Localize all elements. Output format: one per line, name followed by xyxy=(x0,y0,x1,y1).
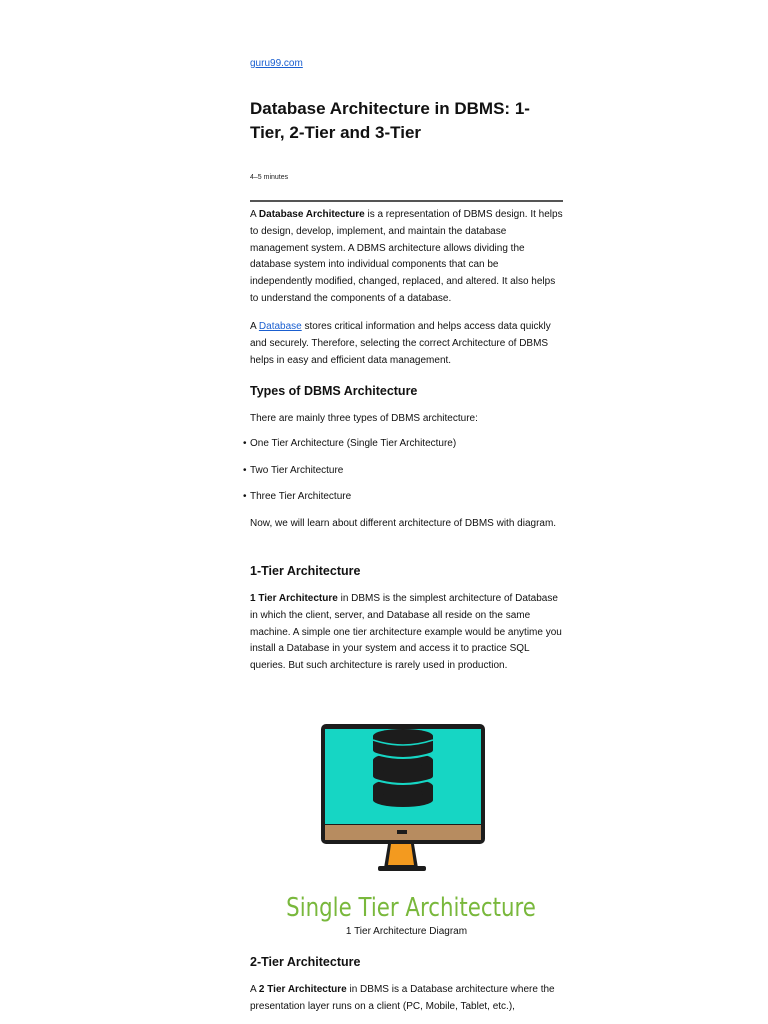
tier2-heading: 2-Tier Architecture xyxy=(250,955,361,969)
tier2-bold-term: 2 Tier Architecture xyxy=(258,984,347,995)
intro-bold-term: Database Architecture xyxy=(258,209,365,220)
tier2-paragraph: A 2 Tier Architecture in DBMS is a Database architecture where the presentation layer runs on a client (PC, Mobile, Tablet, etc.), xyxy=(250,984,555,1012)
figure-label: Single Tier Architecture xyxy=(286,891,536,923)
figure-caption: 1 Tier Architecture Diagram xyxy=(345,926,468,937)
types-outro: Now, we will learn about different architecture of DBMS with diagram. xyxy=(250,518,557,529)
tier1-diagram xyxy=(280,720,542,925)
article-title: Database Architecture in DBMS: 1-Tier, 2-Tier and 3-Tier xyxy=(250,99,530,142)
header-divider xyxy=(250,200,563,202)
read-time: 4–5 minutes xyxy=(250,174,289,181)
intro-paragraph: A Database Architecture is a representation of DBMS design. It helps to design, develop, implement, and maintain the database management system. A DBMS architecture allows dividing the database system into individual components that can be independently modified, changed, replaced, and altered. It also helps to understand the components of a database. xyxy=(250,209,563,304)
types-heading: Types of DBMS Architecture xyxy=(250,384,418,398)
bullet-icon: • xyxy=(243,491,247,502)
database-icon xyxy=(373,729,433,807)
tier1-heading: 1-Tier Architecture xyxy=(250,564,361,578)
bullet-icon: • xyxy=(243,438,247,449)
source-site-link[interactable]: guru99.com xyxy=(250,58,303,69)
tier1-paragraph: 1 Tier Architecture in DBMS is the simplest architecture of Database in which the client, server, and Database all reside on the same machine. A simple one tier architecture example would be anytime you install a Database in your system and access it to practice SQL queries. But such architecture is rarely used in production. xyxy=(250,593,562,672)
database-paragraph: A Database stores critical information and helps access data quickly and securely. Therefore, selecting the correct Architecture of DBMS helps in easy and efficient data management. xyxy=(250,321,551,366)
database-link[interactable]: Database xyxy=(258,321,302,332)
tier1-bold-term: 1 Tier Architecture xyxy=(250,593,338,604)
types-intro: There are mainly three types of DBMS architecture: xyxy=(250,413,478,424)
bullet-icon: • xyxy=(243,465,247,476)
